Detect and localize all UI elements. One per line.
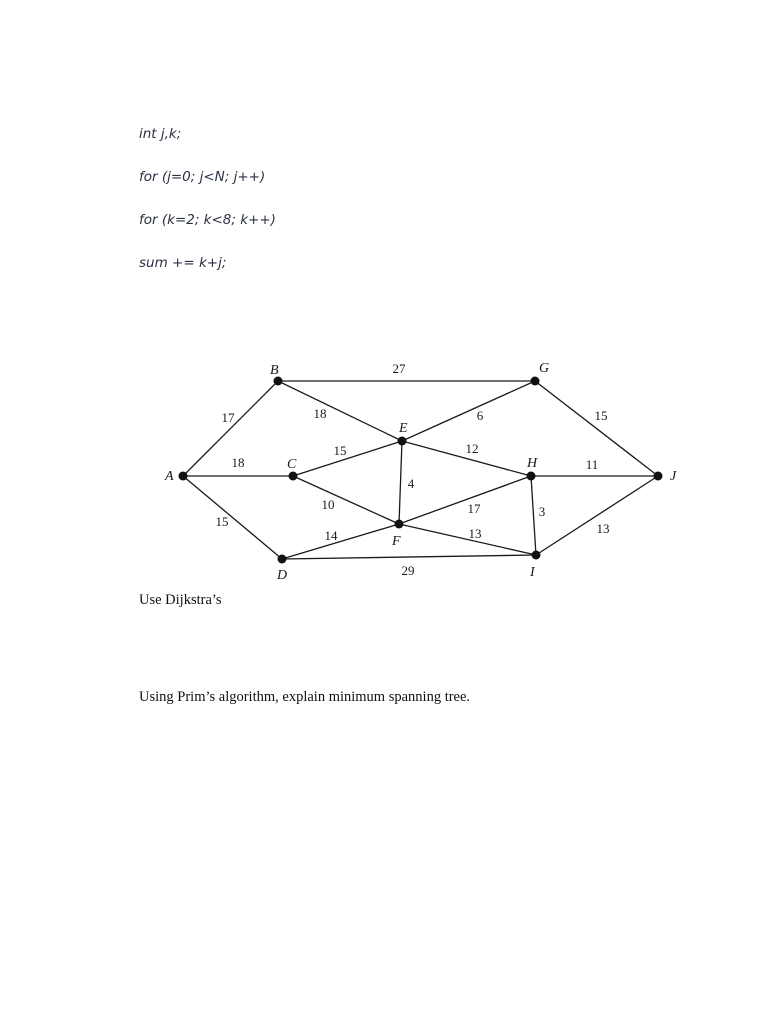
edge-weight-d-i: 29 [401, 563, 415, 578]
graph-edge-c-f [293, 476, 399, 524]
graph-node-h [527, 472, 536, 481]
graph-edge-e-f [399, 441, 402, 524]
graph-edge-a-d [183, 476, 282, 559]
node-label-g: G [539, 361, 550, 376]
node-label-e: E [399, 421, 408, 436]
node-label-d: D [277, 568, 288, 583]
graph-edge-f-i [399, 524, 536, 555]
edge-weight-i-j: 13 [596, 521, 610, 536]
graph-node-d [278, 555, 287, 564]
node-label-h: H [527, 456, 538, 471]
edge-weight-a-c: 18 [231, 455, 245, 470]
dijkstra-question: Use Dijkstra’s [139, 592, 222, 608]
edge-weight-a-b: 17 [221, 410, 235, 425]
edge-weight-f-i: 13 [468, 526, 482, 541]
graph-node-f [395, 520, 404, 529]
graph-edge-b-e [278, 381, 402, 441]
graph-edge-d-i [282, 555, 536, 559]
node-label-c: C [287, 457, 297, 472]
graph-edge-a-b [183, 381, 278, 476]
graph-node-g [531, 377, 540, 386]
code-line-3: for (k=2; k<8; k++) [139, 212, 276, 228]
graph-edge-i-j [536, 476, 658, 555]
edge-weight-g-e: 6 [476, 408, 484, 423]
edge-weight-b-g: 27 [392, 361, 406, 376]
edge-weight-g-j: 15 [594, 408, 608, 423]
graph-edge-c-e [293, 441, 402, 476]
graph-node-e [398, 437, 407, 446]
graph-edge-h-i [531, 476, 536, 555]
edge-weight-b-e: 18 [313, 406, 327, 421]
edge-weight-a-d: 15 [215, 514, 229, 529]
edge-weight-e-f: 4 [407, 476, 415, 491]
edge-weight-d-f: 14 [324, 528, 338, 543]
edge-weight-c-e: 15 [333, 443, 347, 458]
code-line-1: int j,k; [139, 126, 182, 142]
prim-question: Using Prim’s algorithm, explain minimum spanning tree. [139, 689, 471, 705]
edge-weight-h-j: 11 [585, 457, 599, 472]
edge-weight-h-i: 3 [538, 504, 546, 519]
graph-node-j [654, 472, 663, 481]
node-label-i: I [530, 565, 535, 580]
graph-edge-g-e [402, 381, 535, 441]
edge-weight-e-h: 12 [465, 441, 479, 456]
code-line-4: sum += k+j; [139, 255, 227, 271]
graph-edge-d-f [282, 524, 399, 559]
node-label-f: F [392, 534, 401, 549]
graph-node-i [532, 551, 541, 560]
code-line-2: for (j=0; j<N; j++) [139, 169, 266, 185]
edge-weight-f-h: 17 [467, 501, 481, 516]
edge-weight-c-f: 10 [321, 497, 335, 512]
graph-edge-f-h [399, 476, 531, 524]
graph-node-c [289, 472, 298, 481]
node-label-a: A [165, 469, 174, 484]
node-label-j: J [670, 469, 677, 484]
graph-node-a [179, 472, 188, 481]
node-label-b: B [270, 363, 279, 378]
